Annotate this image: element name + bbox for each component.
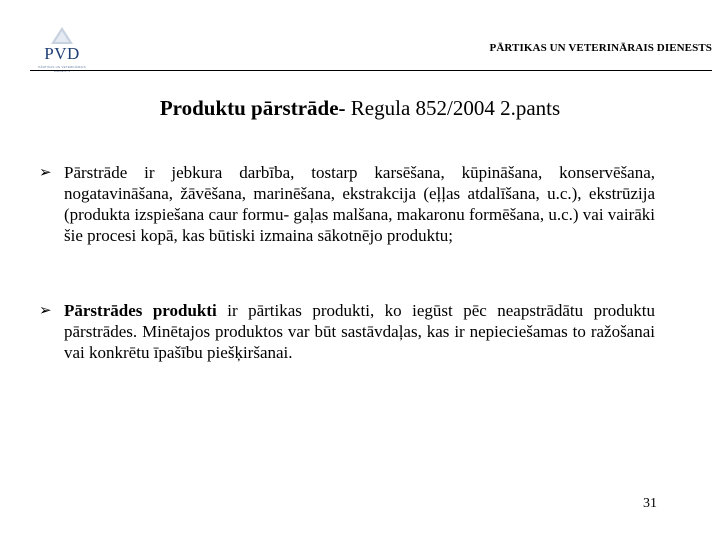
arrow-bullet-icon: ➢ bbox=[39, 301, 52, 319]
title-normal: Regula 852/2004 2.pants bbox=[345, 96, 561, 120]
logo-emblem-icon bbox=[30, 26, 94, 46]
header-divider bbox=[30, 70, 712, 71]
organization-name: PĀRTIKAS UN VETERINĀRAIS DIENESTS bbox=[489, 42, 712, 54]
bullet-text: ir jebkura darbība, tostarp karsēšana, kūpināšana, konservēšana, nogatavināšana, žāvēšana, marinēšana, ekstrakcija (eļļas atdalīšana, u.c.), ekstrūzija (produkta izspiešana caur formu- gaļas malšana, makaronu formēšana, u.c.) vai vairāki šie procesi kopā, kas būtiski izmaina sākotnējo produktu; bbox=[64, 163, 655, 245]
bullet-term: Pārstrādes produkti bbox=[64, 301, 217, 320]
pvd-logo bbox=[30, 26, 94, 72]
bullet-term: Pārstrāde bbox=[64, 163, 128, 182]
slide-title bbox=[0, 96, 720, 121]
bullet-item bbox=[39, 300, 656, 363]
page-number: 31 bbox=[643, 496, 657, 511]
logo-text: PVD bbox=[44, 44, 80, 63]
arrow-bullet-icon: ➢ bbox=[39, 163, 52, 181]
bullet-item bbox=[39, 162, 655, 246]
logo-subtext: PĀRTIKAS UN VETERINĀRAIS DIENESTS bbox=[38, 65, 86, 73]
bullet-text: ir pārtikas produkti, ko iegūst pēc neapstrādātu produktu pārstrādes. Minētajos produktos var būt sastāvdaļas, kas ir nepieciešamas to ražošanai vai konkrētu īpašību piešķiršanai. bbox=[64, 301, 656, 362]
title-bold: Produktu pārstrāde- bbox=[159, 96, 346, 120]
